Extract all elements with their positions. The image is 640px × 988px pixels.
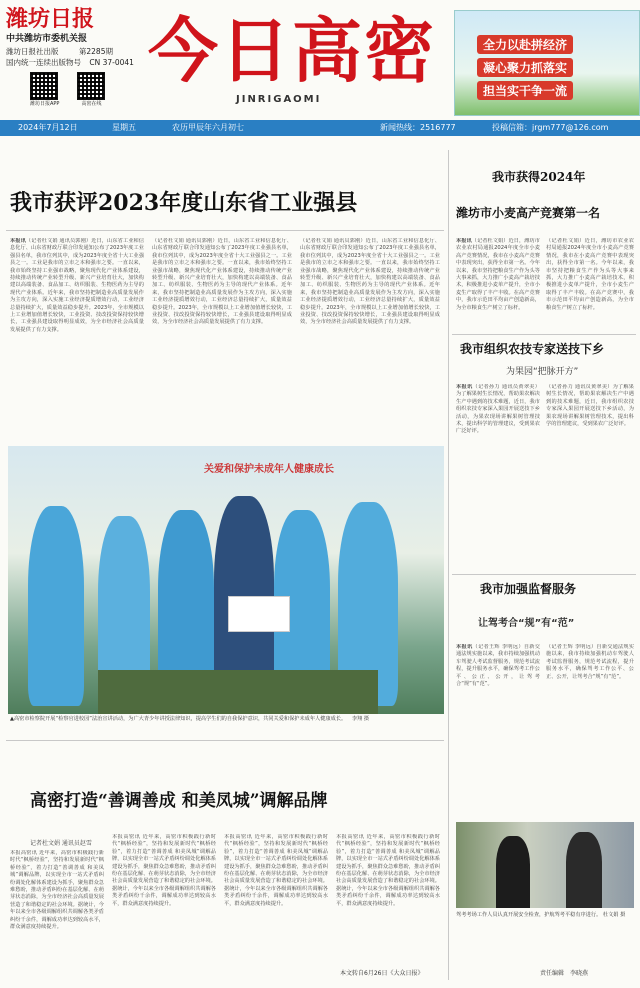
side3-headline[interactable]: 我市加强监督服务 bbox=[480, 582, 577, 596]
side2-body: （记者孙力 通讯员黄翠美）为了解果树生长情况，帮助果农解决生产中遇到的技术难题，近日，我市组织农技专家深入果园开展送技下乡活动，为果农现场讲解果树管理技术，提出科学的管理建议，受到果农广泛好评。 bbox=[456, 384, 540, 435]
photo-credit: 李翔 摄 bbox=[351, 716, 370, 722]
figure bbox=[496, 836, 530, 908]
org-line: 中共潍坊市委机关报 bbox=[6, 34, 88, 44]
date: 2024年7月12日 bbox=[18, 123, 78, 132]
side3-subhead: 让驾考合“规”有“范” bbox=[478, 618, 575, 629]
submission-email[interactable]: 投稿信箱：jrgm777@126.com bbox=[492, 123, 609, 132]
qr-code-icon[interactable] bbox=[77, 72, 105, 100]
photo-credit: 杜文娟 摄 bbox=[602, 912, 626, 918]
qr-label: 潍坊日报APP bbox=[30, 101, 60, 107]
slogan-line: 担当实干争一流 bbox=[477, 81, 573, 100]
feature-photo[interactable] bbox=[8, 446, 444, 714]
side3-body: （记者王辉 李明远）自新交通法规实施以来，我市持续加强机动车驾驶人考试监督服务，规范考试流程，提升服务水平，确保驾考工作公平、公正、公开，让驾考合“规”有“范”。 bbox=[546, 644, 634, 680]
side3-column-2 bbox=[546, 644, 634, 816]
qr-block-site bbox=[77, 72, 105, 107]
second-headline[interactable]: 高密打造“善调善成 和美凤城”调解品牌 bbox=[30, 791, 328, 811]
editor-label: 责任编辑 bbox=[540, 970, 565, 977]
side2-column-1 bbox=[456, 384, 540, 572]
lead-column-1 bbox=[10, 238, 144, 438]
photo-caption bbox=[10, 716, 442, 723]
cn-number: CN 37-0041 bbox=[89, 58, 134, 67]
side2-body: （记者孙力 通讯员黄翠美）为了解果树生长情况，帮助果农解决生产中遇到的技术难题，近日，我市组织农技专家深入果园开展送技下乡活动，为果农现场讲解果树管理技术，提出科学的管理建议，受到果农广泛好评。 bbox=[546, 384, 634, 428]
second-body: 本报高密讯 近年来，高密市积极践行新时代“枫桥经验”，坚持和发展新时代“枫桥经验”，着力打造“善调善成 和美凤城”调解品牌，以实现全市一站式矛盾纠纷调处化解体系建设为抓手，聚焦群众急难愁盼，推动矛盾纠纷在基层化解、在萌芽状态消除，为全市经济社会高质量发展营造了和谐稳定的社会环境。据统计，今年以来全市各级调解组织共调解各类矛盾纠纷千余件，调解成功率达到较高水平，群众满意度持续提升。 bbox=[10, 850, 104, 931]
booklet bbox=[228, 596, 290, 632]
qr-row bbox=[30, 72, 136, 107]
divider bbox=[452, 334, 636, 335]
slogan-line: 凝心聚力抓落实 bbox=[477, 58, 573, 77]
divider bbox=[6, 740, 444, 741]
side2-subhead: 为果园“把脉开方” bbox=[506, 367, 579, 377]
side2-column-2 bbox=[546, 384, 634, 572]
publisher-line bbox=[6, 46, 136, 57]
photo-title: 关爱和保护未成年人健康成长 bbox=[204, 464, 334, 475]
column-divider bbox=[448, 150, 449, 980]
side1-column-1 bbox=[456, 238, 540, 332]
divider bbox=[6, 230, 444, 231]
side3-body: （记者王辉 李明远）自新交通法规实施以来，我市持续加强机动车驾驶人考试监督服务，规范考试流程，提升服务水平，确保驾考工作公平、公正、公开，让驾考合“规”有“范”。 bbox=[456, 644, 540, 688]
side1-body: （记者杜文娟）近日，潍坊市农业农村局通报2024年度全市小麦高产竞赛情况，我市在小麦高产竞赛中表现突出，获得全市第一名。今年以来，我市坚持把粮食生产作为头等大事来抓，大力推广小麦高产栽培技术，积极推进小麦单产提升，全市小麦生产取得了丰产丰收。在高产竞赛中，我市示范田平均亩产创造新高，为全市粮食生产树立了标杆。 bbox=[456, 238, 540, 311]
cn-label: 国内统一连续出版物号 bbox=[6, 58, 81, 67]
table bbox=[98, 670, 378, 714]
lead-column-3 bbox=[300, 238, 440, 438]
second-column-3 bbox=[224, 834, 328, 980]
source-note: 本文转自6月26日《大众日报》 bbox=[340, 970, 424, 977]
side3-column-1 bbox=[456, 644, 540, 816]
slogan-text bbox=[477, 33, 573, 102]
side2-headline[interactable]: 我市组织农技专家送技下乡 bbox=[460, 342, 605, 356]
exam-photo[interactable] bbox=[456, 822, 634, 908]
side1-headline-1[interactable]: 我市获得2024年 bbox=[492, 170, 586, 184]
second-byline: 记者杜文娟 通讯员赵雪 bbox=[30, 840, 92, 847]
figure bbox=[566, 832, 602, 908]
side1-headline-2[interactable]: 潍坊市小麦高产竞赛第一名 bbox=[456, 206, 601, 220]
slogan-line: 全力以赴拼经济 bbox=[477, 35, 573, 54]
divider bbox=[452, 574, 636, 575]
second-column-4 bbox=[336, 834, 440, 968]
weekday: 星期五 bbox=[112, 123, 136, 132]
caption-text: ▲高密市检察院开展“检察官进校园”法治宣讲活动，为广大青少年讲授法律知识，提高学生们的自我保护意识，共同关爱和保护未成年人健康成长。 bbox=[10, 716, 347, 722]
byline: 本报讯 bbox=[456, 644, 473, 650]
second-column-1 bbox=[10, 850, 104, 980]
second-body: 本报高密讯 近年来，高密市积极践行新时代“枫桥经验”，坚持和发展新时代“枫桥经验”，着力打造“善调善成 和美凤城”调解品牌，以实现全市一站式矛盾纠纷调处化解体系建设为抓手，聚焦群众急难愁盼，推动矛盾纠纷在基层化解、在萌芽状态消除，为全市经济社会高质量发展营造了和谐稳定的社会环境。据统计，今年以来全市各级调解组织共调解各类矛盾纠纷千余件，调解成功率达到较高水平，群众满意度持续提升。 bbox=[336, 834, 440, 907]
lunar-date: 农历甲辰年六月初七 bbox=[172, 123, 244, 132]
byline: 本报讯 bbox=[456, 384, 473, 390]
qr-code-icon[interactable] bbox=[30, 72, 58, 100]
byline: 本报讯 bbox=[10, 238, 26, 244]
publisher: 潍坊日报社出版 bbox=[6, 47, 59, 56]
side1-column-2 bbox=[546, 238, 634, 332]
lead-body: （记者杜文娟 通讯员郭刚）近日，山东省工业和信息化厅、山东省财政厅联合印发通知公布了2023年度工业强县名单，我市位列其中，成为2023年度全省十大工业强县之一。工业是我市的立市之本和强市之要。一直以来，我市始终坚持工业强市战略，聚焦现代化产业体系建设，持续推动传统产业转型升级、新兴产业培育壮大，加快构建以高端装备、食品加工、纺织服装、生物医药为主导的现代产业体系。近年来，我市坚持把制造业高质量发展作为主攻方向，深入实施工业经济提质增效行动，工业经济总量持续扩大，质量效益稳步提升。2023年，全市规模以上工业增加值增长较快，工业投资、技改投资保持较快增长，工业强县建设取得明显成效，为全市经济社会高质量发展提供了有力支撑。 bbox=[300, 238, 440, 326]
editor-name: 李晓燕 bbox=[569, 970, 588, 977]
lead-headline[interactable]: 我市获评2023年度山东省工业强县 bbox=[10, 190, 358, 216]
figure bbox=[28, 506, 84, 706]
qr-label: 高密在线 bbox=[81, 101, 102, 107]
news-hotline: 新闻热线：2516777 bbox=[380, 123, 456, 132]
masthead-left bbox=[6, 6, 136, 116]
issue-number: 第2285期 bbox=[78, 47, 113, 56]
lead-body: （记者杜文娟 通讯员郭刚）近日，山东省工业和信息化厅、山东省财政厅联合印发通知公布了2023年度工业强县名单，我市位列其中，成为2023年度全省十大工业强县之一。工业是我市的立市之本和强市之要。一直以来，我市始终坚持工业强市战略，聚焦现代化产业体系建设，持续推动传统产业转型升级、新兴产业培育壮大，加快构建以高端装备、食品加工、纺织服装、生物医药为主导的现代产业体系。近年来，我市坚持把制造业高质量发展作为主攻方向，深入实施工业经济提质增效行动，工业经济总量持续扩大，质量效益稳步提升。2023年，全市规模以上工业增加值增长较快，工业投资、技改投资保持较快增长，工业强县建设取得明显成效，为全市经济社会高质量发展提供了有力支撑。 bbox=[10, 238, 144, 333]
newspaper-logo: 潍坊日报 bbox=[6, 6, 95, 32]
slogan-banner bbox=[454, 10, 640, 116]
qr-block-app bbox=[30, 72, 59, 107]
second-body: 本报高密讯 近年来，高密市积极践行新时代“枫桥经验”，坚持和发展新时代“枫桥经验”，着力打造“善调善成 和美凤城”调解品牌，以实现全市一站式矛盾纠纷调处化解体系建设为抓手，聚焦群众急难愁盼，推动矛盾纠纷在基层化解、在萌芽状态消除，为全市经济社会高质量发展营造了和谐稳定的社会环境。据统计，今年以来全市各级调解组织共调解各类矛盾纠纷千余件，调解成功率达到较高水平，群众满意度持续提升。 bbox=[112, 834, 216, 907]
title-pinyin: JINRIGAOMI bbox=[236, 94, 322, 105]
side1-body: （记者杜文娟）近日，潍坊市农业农村局通报2024年度全市小麦高产竞赛情况，我市在小麦高产竞赛中表现突出，获得全市第一名。今年以来，我市坚持把粮食生产作为头等大事来抓，大力推广小麦高产栽培技术，积极推进小麦单产提升，全市小麦生产取得了丰产丰收。在高产竞赛中，我市示范田平均亩产创造新高，为全市粮食生产树立了标杆。 bbox=[546, 238, 634, 311]
cn-line bbox=[6, 57, 136, 68]
second-column-2 bbox=[112, 834, 216, 980]
lead-column-2 bbox=[152, 238, 292, 438]
caption-text: 驾考考场工作人员认真开展安全检查，护航驾考平稳有序进行。 bbox=[456, 912, 602, 918]
page-title: 今日高密 bbox=[148, 9, 436, 92]
byline: 本报讯 bbox=[456, 238, 472, 244]
lead-body: （记者杜文娟 通讯员郭刚）近日，山东省工业和信息化厅、山东省财政厅联合印发通知公布了2023年度工业强县名单，我市位列其中，成为2023年度全省十大工业强县之一。工业是我市的立市之本和强市之要。一直以来，我市始终坚持工业强市战略，聚焦现代化产业体系建设，持续推动传统产业转型升级、新兴产业培育壮大，加快构建以高端装备、食品加工、纺织服装、生物医药为主导的现代产业体系。近年来，我市坚持把制造业高质量发展作为主攻方向，深入实施工业经济提质增效行动，工业经济总量持续扩大，质量效益稳步提升。2023年，全市规模以上工业增加值增长较快，工业投资、技改投资保持较快增长，工业强县建设取得明显成效，为全市经济社会高质量发展提供了有力支撑。 bbox=[152, 238, 292, 326]
editor-credit bbox=[540, 968, 588, 977]
exam-photo-caption bbox=[456, 912, 634, 919]
second-body: 本报高密讯 近年来，高密市积极践行新时代“枫桥经验”，坚持和发展新时代“枫桥经验”，着力打造“善调善成 和美凤城”调解品牌，以实现全市一站式矛盾纠纷调处化解体系建设为抓手，聚焦群众急难愁盼，推动矛盾纠纷在基层化解、在萌芽状态消除，为全市经济社会高质量发展营造了和谐稳定的社会环境。据统计，今年以来全市各级调解组织共调解各类矛盾纠纷千余件，调解成功率达到较高水平，群众满意度持续提升。 bbox=[224, 834, 328, 907]
info-bar bbox=[0, 120, 640, 136]
